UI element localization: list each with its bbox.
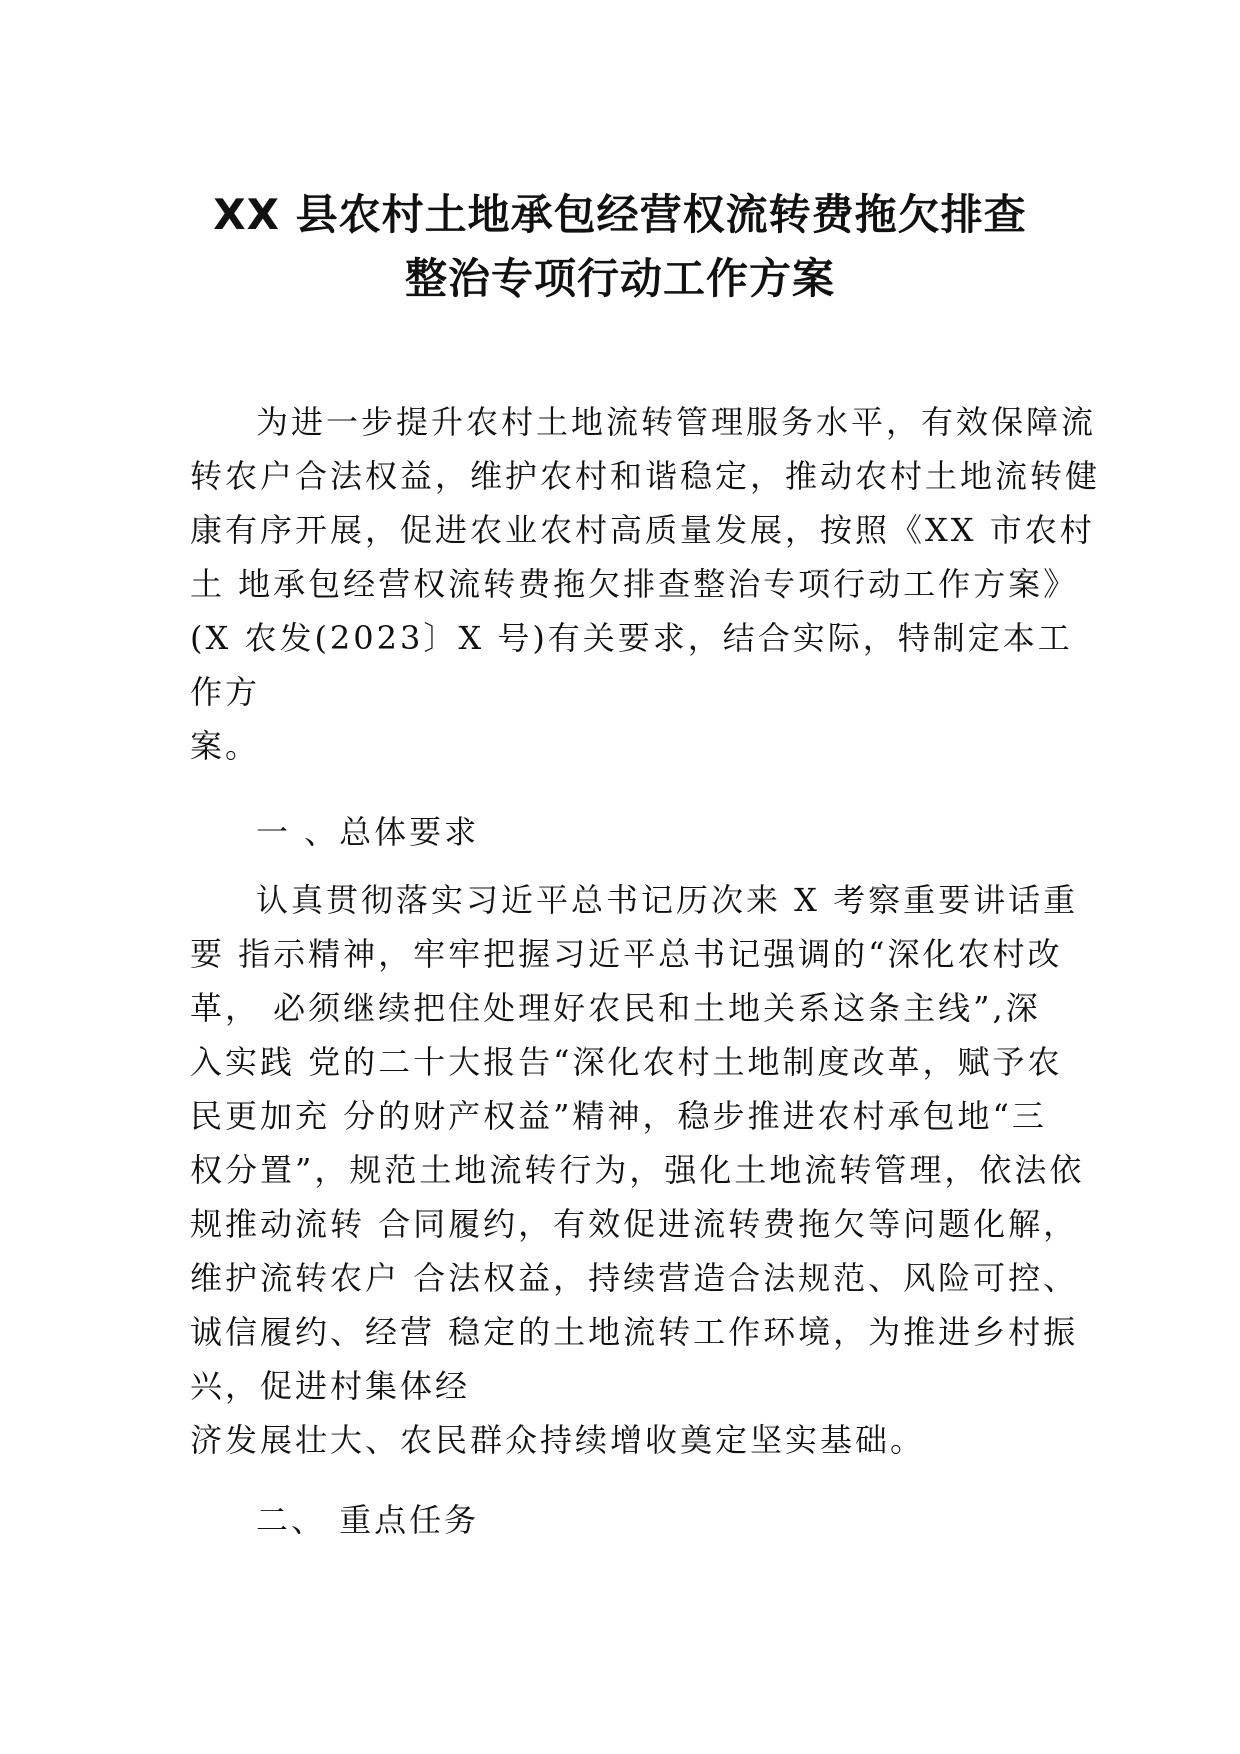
intro-line: 案。 (190, 727, 261, 765)
section1-line: 要 指示精神，牢牢把握习近平总书记强调的“深化农村改 (190, 935, 1063, 973)
section1-line: 维护流转农户 合法权益，持续营造合法规范、风险可控、 (190, 1259, 1079, 1297)
intro-line: 作方 (190, 673, 261, 711)
section1-line: 认真贯彻落实习近平总书记历次来 X 考察重要讲话重 (256, 881, 1079, 919)
section1-line: 入实践 党的二十大报告“深化农村土地制度改革，赋予农 (190, 1043, 1063, 1081)
section1-line: 规推动流转 合同履约，有效促进流转费拖欠等问题化解， (190, 1205, 1079, 1243)
section1-line: 权分置”，规范土地流转行为，强化土地流转管理，依法依 (190, 1151, 1085, 1189)
section1-line: 民更加充 分的财产权益”精神，稳步推进农村承包地“三 (190, 1097, 1047, 1135)
intro-line: 转农户合法权益，维护农村和谐稳定，推动农村土地流转健 (190, 457, 1101, 495)
section1-line: 济发展壮大、农民群众持续增收奠定坚实基础。 (190, 1421, 926, 1459)
section1-line: 诚信履约、经营 稳定的土地流转工作环境，为推进乡村振 (190, 1313, 1079, 1351)
section1-line: 兴，促进村集体经 (190, 1367, 471, 1405)
section-heading-overall-requirements: 一 、总体要求 (256, 813, 480, 851)
section1-line: 革， 必须继续把住处理好农民和土地关系这条主线”,深 (190, 989, 1041, 1027)
document-title-line-1: XX 县农村土地承包经营权流转费拖欠排查 (213, 190, 1027, 239)
intro-line: 土 地承包经营权流转费拖欠排查整治专项行动工作方案》 (190, 565, 1079, 603)
intro-line: (X 农发(2023〕X 号)有关要求，结合实际，特制定本工 (190, 619, 1073, 657)
intro-line: 为进一步提升农村土地流转管理服务水平，有效保障流 (256, 403, 1097, 441)
section-heading-key-tasks: 二、 重点任务 (256, 1501, 480, 1539)
document-title-line-2: 整治专项行动工作方案 (404, 254, 835, 303)
intro-line: 康有序开展，促进农业农村高质量发展，按照《XX 市农村 (190, 511, 1095, 549)
